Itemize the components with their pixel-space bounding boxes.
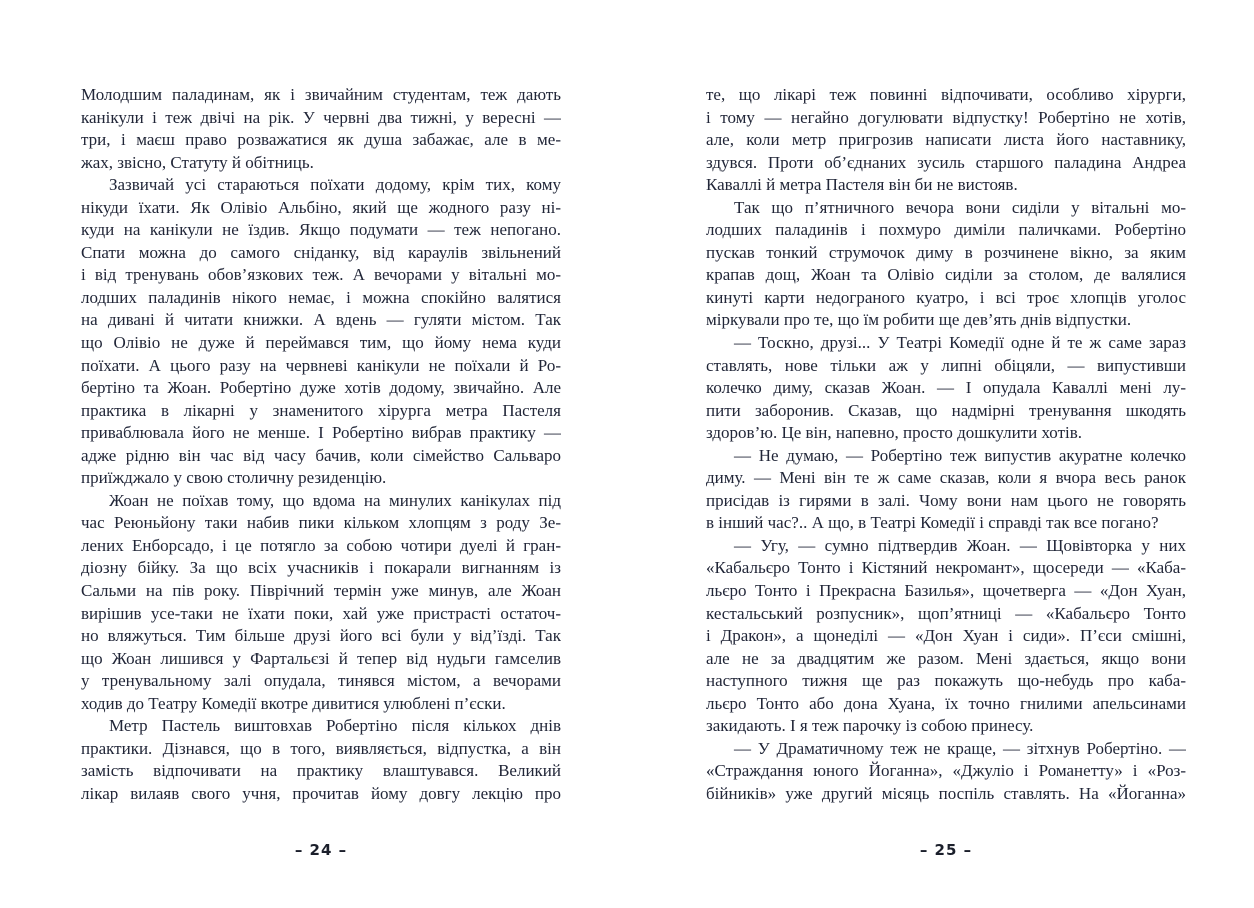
text-line: диму. — Мені він те ж саме сказав, коли я вчора весь ранок <box>706 468 1186 488</box>
text-line: наступного тижня ще раз покажуть що-небудь про каба- <box>706 671 1186 691</box>
text-line: поїхати. А цього разу на червневі канікули не поїхали й Ро- <box>81 355 561 375</box>
text-line: що Олівіо не дуже й переймався тим, що йому нема куди <box>81 333 561 353</box>
text-line: Сальми на пів року. Піврічний термін уже минув, але Жоан <box>81 581 561 601</box>
text-line: Зазвичай усі стараються поїхати додому, крім тих, кому <box>109 175 561 195</box>
text-line: здувся. Проти об’єднаних зусиль старшого паладина Андреа <box>706 152 1186 172</box>
paragraph <box>706 535 1186 738</box>
text-line: колечко диму, сказав Жоан. — І опудала Каваллі мені лу- <box>706 378 1186 398</box>
page-number-left: – 24 – <box>294 841 348 859</box>
page-number-right: – 25 – <box>919 841 973 859</box>
text-line: Метр Пастель виштовхав Робертіно після кількох днів <box>109 716 561 736</box>
text-line: крапав дощ, Жоан та Олівіо сиділи за столом, де валялися <box>706 265 1186 285</box>
text-line: приваблювала його не менше. І Робертіно вибрав практику — <box>81 423 561 443</box>
text-line: кестальський розпусник», щоп’ятниці — «Кабальєро Тонто <box>706 603 1186 623</box>
text-line: але, коли метр пригрозив написати листа його наставнику, <box>706 130 1186 150</box>
paragraph <box>706 738 1186 806</box>
text-line: і Дракон», а щонеділі — «Дон Хуан і сиди». П’єси смішні, <box>706 626 1186 646</box>
text-line: у тренувальному залі опудала, тинявся містом, а вечорами <box>81 671 561 691</box>
text-line: ставлять, нове тільки аж у липні обіцяли, — випустивши <box>706 355 1186 375</box>
text-line: і тому — негайно догулювати відпустку! Робертіно не хотів, <box>706 107 1186 127</box>
text-line: канікули і теж двічі на рік. У червні два тижні, у вересні — <box>81 107 561 127</box>
text-line: лодших паладинів нікого немає, і можна спокійно валятися <box>81 287 561 307</box>
text-line: Так що п’ятничного вечора вони сиділи у вітальні мо- <box>734 197 1186 217</box>
text-line: вирішив усе-таки не їхати поки, хай уже пристрасті остаточ- <box>81 603 561 623</box>
text-line: «Страждання юного Йоганна», «Джуліо і Романетту» і «Роз- <box>706 761 1186 781</box>
paragraph <box>706 197 1186 332</box>
page-right-text-block <box>706 84 1186 806</box>
paragraph <box>81 490 561 715</box>
text-line: три, і маєш право розважатися як душа забажає, але в ме- <box>81 130 561 150</box>
text-line: пити заборонив. Сказав, що надмірні тренування шкодять <box>706 400 1186 420</box>
text-line: адже рідню він час від часу бачив, коли сімейство Сальваро <box>81 445 561 465</box>
text-line: лікар вилаяв свого учня, прочитав йому довгу лекцію про <box>81 783 561 803</box>
text-line: кинуті карти недограного куатро, і всі троє хлопців уголос <box>706 287 1186 307</box>
text-line: лених Енборсадо, і це потягло за собою чотири дуелі й гран- <box>81 535 561 555</box>
text-line: і від тренувань обов’язкових теж. А вечорами у вітальні мо- <box>81 265 561 285</box>
paragraph <box>706 445 1186 535</box>
text-line: бертіно та Жоан. Робертіно дуже хотів додому, звичайно. Але <box>81 378 561 398</box>
text-line: закидають. І я теж парочку із собою принесу. <box>706 716 1034 736</box>
text-line: Каваллі й метра Пастеля він би не вистояв. <box>706 175 1018 195</box>
text-line: міркували про те, що їм робити ще дев’ять днів відпустки. <box>706 310 1132 330</box>
text-line: в інший час?.. А що, в Театрі Комедії і справді так все погано? <box>706 513 1159 533</box>
text-line: те, що лікарі теж повинні відпочивати, особливо хірурги, <box>706 85 1186 104</box>
text-line: льєро Тонто або дона Хуана, їх точно гнилими апельсинами <box>706 693 1186 713</box>
text-line: але не за двадцятим же разом. Мені здається, якщо вони <box>706 648 1186 668</box>
text-line: практика в лікарні у знаменитого хірурга метра Пастеля <box>81 400 561 420</box>
paragraph <box>81 174 561 490</box>
text-line: присідав із гирями в залі. Чому вони нам цього не говорять <box>706 490 1186 510</box>
text-line: приїжджало у свою столичну резиденцію. <box>81 468 387 488</box>
text-line: нікуди їхати. Як Олівіо Альбіно, який ще жодного разу ні- <box>81 197 561 217</box>
text-line: Спати можна до самого сніданку, від караулів звільнений <box>81 242 561 262</box>
text-line: Жоан не поїхав тому, що вдома на минулих канікулах під <box>109 490 561 510</box>
text-line: — Не думаю, — Робертіно теж випустив акуратне колечко <box>734 445 1186 465</box>
text-line: но вляжуться. Тим більше друзі його всі були у від’їзді. Так <box>81 626 561 646</box>
page-left-text-block <box>81 84 561 806</box>
text-line: куди на канікули не їздив. Якщо подумати — теж непогано. <box>81 220 561 240</box>
text-line: лодших паладинів і похмуро диміли паличками. Робертіно <box>706 220 1186 240</box>
text-line: «Кабальєро Тонто і Кістяний некромант», щосереди — «Каба- <box>706 558 1186 578</box>
text-line: — Угу, — сумно підтвердив Жоан. — Щовівторка у них <box>734 535 1186 555</box>
text-line: на дивані й читати книжки. А вдень — гуляти містом. Так <box>81 310 561 330</box>
text-line: замість відпочивати на практику влаштувався. Великий <box>81 761 561 781</box>
text-line: Молодшим паладинам, як і звичайним студентам, теж дають <box>81 85 561 104</box>
text-line: — У Драматичному теж не краще, — зітхнув Робертіно. — <box>734 738 1186 758</box>
text-line: льєро Тонто і Прекрасна Базилья», щочетверга — «Дон Хуан, <box>706 581 1186 601</box>
text-line: жах, звісно, Статуту й обітниць. <box>81 152 314 172</box>
text-line: здоров’ю. Це він, напевно, просто дошкулити хотів. <box>706 423 1083 443</box>
text-line: діозну бійку. За що всіх учасників і покарали вигнанням із <box>81 558 561 578</box>
text-line: час Реюньйону таки набив пики кільком хлопцям з роду Зе- <box>81 513 561 533</box>
paragraph <box>706 332 1186 445</box>
text-line: пускав тонкий струмочок диму в розчинене вікно, за яким <box>706 242 1186 262</box>
text-line: — Тоскно, друзі... У Театрі Комедії одне й те ж саме зараз <box>734 333 1186 353</box>
text-line: практики. Дізнався, що в того, виявляється, відпустка, а він <box>81 738 561 758</box>
text-line: бійників» уже другий місяць поспіль ставлять. На «Йоганна» <box>706 783 1186 803</box>
text-line: що Жоан лишився у Фартальєзі й тепер від нудьги гамселив <box>81 648 561 668</box>
paragraph <box>706 84 1186 197</box>
paragraph <box>81 715 561 805</box>
paragraph <box>81 84 561 174</box>
text-line: ходив до Театру Комедії вкотре дивитися улюблені п’єски. <box>81 693 506 713</box>
